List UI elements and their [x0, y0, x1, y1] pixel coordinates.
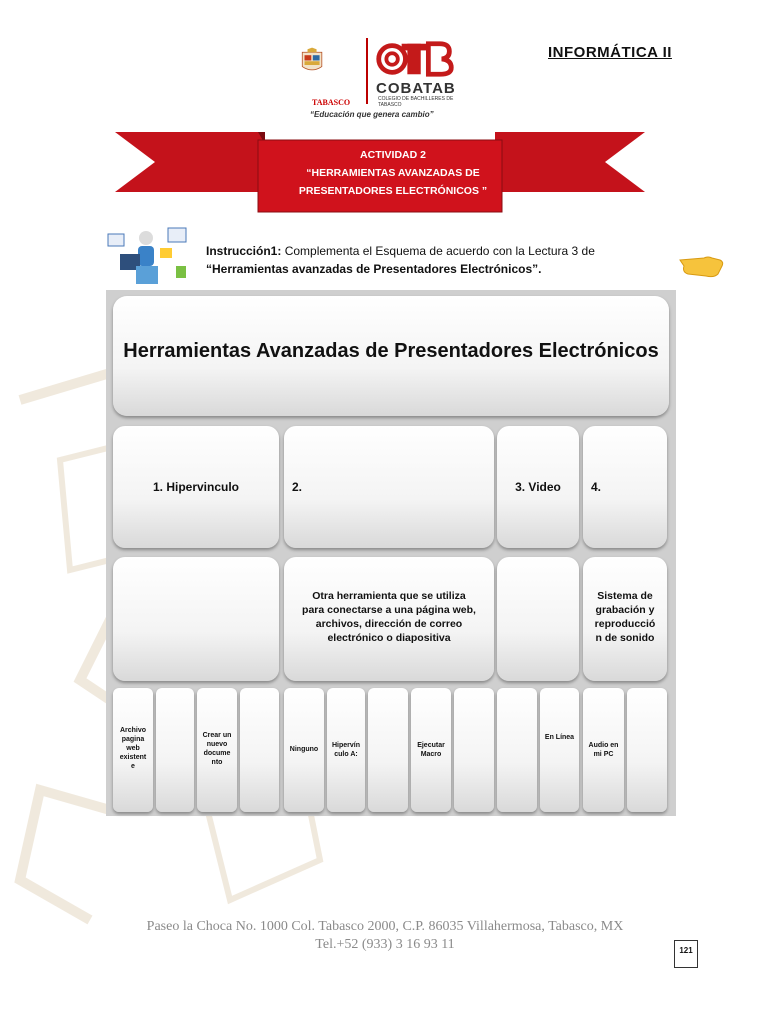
tool-box-2: [284, 426, 494, 548]
leaf-text-archivo: Archivo pagina web existent e: [119, 727, 147, 770]
diagram-title: Herramientas Avanzadas de Presentadores Electrónicos: [123, 340, 659, 362]
tool-label-4: 4.: [591, 480, 602, 494]
phone-line: Tel.+52 (933) 3 16 93 11: [315, 937, 455, 952]
footer-address: [100, 918, 670, 954]
leaf-box-empty-5: [497, 688, 537, 812]
ribbon-text: [258, 146, 528, 200]
tool-label-1: 1. Hipervinculo: [152, 480, 240, 494]
cobatab-logo-icon: [376, 38, 454, 80]
activity-title-line2: PRESENTADORES ELECTRÓNICOS ”: [298, 185, 488, 197]
definition-text-4: Sistema de grabación y reproducció n de sonido: [594, 590, 656, 644]
leaf-text-en-linea: En Línea: [544, 734, 575, 741]
leaf-box-en-linea: [540, 688, 579, 812]
address-line: Paseo la Choca No. 1000 Col. Tabasco 2000, C.P. 86035 Villahermosa, Tabasco, MX: [146, 919, 624, 934]
leaf-box-empty-4: [454, 688, 494, 812]
leaf-text-audio: Audio en mi PC: [588, 742, 619, 758]
instruction-reading-title: “Herramientas avanzadas de Presentadores Electrónicos”.: [206, 262, 542, 276]
tabasco-label: TABASCO: [312, 98, 351, 107]
leaf-text-ninguno: Ninguno: [289, 746, 319, 753]
leaf-box-empty-6: [627, 688, 667, 812]
definition-box-3: [497, 557, 579, 681]
subject-title: INFORMÁTICA II: [548, 44, 672, 61]
leaf-text-hipervinculo: Hipervín culo A:: [331, 742, 360, 758]
leaf-box-empty-2: [240, 688, 279, 812]
page-number: 121: [679, 946, 693, 955]
tool-label-3: 3. Video: [515, 480, 561, 494]
tool-label-2: 2.: [292, 480, 303, 494]
logo-divider: [366, 38, 368, 104]
slogan: “Educación que genera cambio”: [310, 110, 434, 119]
leaf-box-empty-3: [368, 688, 408, 812]
definition-box-1: [113, 557, 279, 681]
leaf-text-ejecutar: Ejecutar Macro: [417, 742, 445, 758]
instruction-body: Complementa el Esquema de acuerdo con la Lectura 3 de: [281, 244, 595, 258]
activity-title-line1: “HERRAMIENTAS AVANZADAS DE: [306, 167, 480, 179]
pointing-hand-icon: [678, 248, 724, 278]
tabasco-shield-icon: [300, 32, 364, 98]
leaf-text-crear: Crear un nuevo docume nto: [202, 732, 232, 766]
instruction-text: [206, 242, 616, 278]
activity-number: ACTIVIDAD 2: [360, 149, 426, 161]
cobatab-name: COBATAB: [376, 80, 456, 97]
instruction-prefix: Instrucción1:: [206, 244, 282, 258]
definition-text-2: Otra herramienta que se utiliza para conectarse a una página web, archivos, dirección de correo electrónico o diapositiva: [302, 590, 476, 644]
leaf-box-empty-1: [156, 688, 194, 812]
person-computer-icon: [106, 224, 192, 290]
cobatab-subtitle: COLEGIO DE BACHILLERES DE TABASCO: [378, 96, 454, 108]
